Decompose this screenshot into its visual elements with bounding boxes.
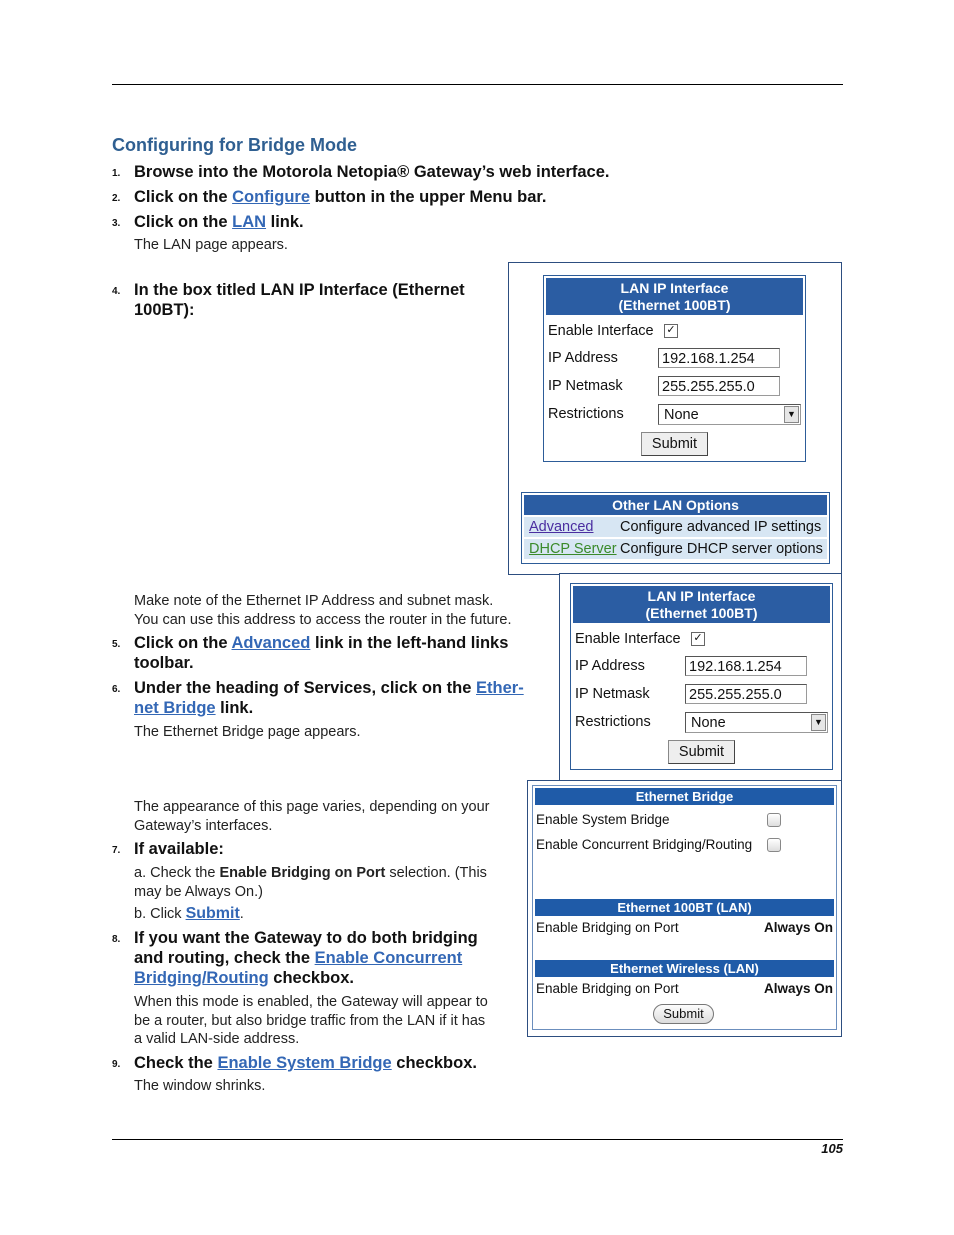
lan-bridging-label: Enable Bridging on Port	[536, 920, 679, 935]
other-lan-row-advanced	[524, 517, 827, 537]
enable-interface-checkbox[interactable]: ✓	[691, 632, 705, 646]
ethernet-bridge-link-cont[interactable]: net Bridge	[134, 699, 216, 717]
submit-button[interactable]: Submit	[641, 432, 708, 456]
dhcp-description: Configure DHCP server options	[620, 541, 823, 557]
enable-system-bridge-label: Enable System Bridge	[536, 812, 670, 827]
ip-address-label: IP Address	[548, 350, 618, 366]
other-lan-row-dhcp	[524, 539, 827, 559]
substep-b: b. Click Submit.	[134, 905, 244, 922]
ip-netmask-label: IP Netmask	[548, 378, 623, 394]
ip-netmask-field[interactable]: 255.255.255.0	[658, 376, 780, 396]
restrictions-label: Restrictions	[575, 714, 651, 730]
chevron-down-icon[interactable]: ▼	[811, 714, 826, 731]
ip-address-field[interactable]: 192.168.1.254	[658, 348, 780, 368]
other-lan-options-panel	[521, 492, 830, 564]
advanced-step-link[interactable]: Advanced	[231, 634, 311, 652]
ethernet-bridge-header: Ethernet Bridge	[535, 788, 834, 805]
section-title: Configuring for Bridge Mode	[112, 135, 357, 155]
submit-button[interactable]: Submit	[668, 740, 735, 764]
wireless-bridging-value: Always On	[764, 981, 834, 996]
ip-address-label: IP Address	[575, 658, 645, 674]
top-rule	[112, 84, 843, 85]
enable-system-bridge-link[interactable]: Enable System Bridge	[217, 1054, 392, 1072]
enable-interface-label: Enable Interface	[575, 631, 681, 647]
lan-ip-panel-2-header: LAN IP Interface (Ethernet 100BT)	[573, 586, 830, 623]
ethernet-wireless-header: Ethernet Wireless (LAN)	[535, 960, 834, 977]
submit-link[interactable]: Submit	[185, 905, 240, 922]
note-shrinks: The window shrinks.	[134, 1078, 266, 1094]
lan-ip-panel-2	[570, 583, 833, 770]
advanced-description: Configure advanced IP settings	[620, 519, 822, 535]
bridge-submit-button[interactable]: Submit	[653, 1004, 714, 1024]
dhcp-server-link[interactable]: DHCP Server	[529, 541, 617, 557]
lan-ip-panel-header: LAN IP Interface (Ethernet 100BT)	[546, 278, 803, 315]
enable-concurrent-link[interactable]: Enable Concurrent	[314, 949, 463, 967]
chevron-down-icon[interactable]: ▼	[784, 406, 799, 423]
lan-ip-panel	[543, 275, 806, 462]
ip-netmask-label: IP Netmask	[575, 686, 650, 702]
note-appearance: The appearance of this page varies, depending on your Gateway’s interfaces.	[134, 799, 490, 834]
configure-link[interactable]: Configure	[232, 188, 311, 206]
note-lan-appears: The LAN page appears.	[134, 237, 288, 253]
wireless-bridging-label: Enable Bridging on Port	[536, 981, 679, 996]
bottom-rule	[112, 1139, 843, 1140]
ip-address-field[interactable]: 192.168.1.254	[685, 656, 807, 676]
advanced-link[interactable]: Advanced	[529, 519, 594, 535]
ethernet-bridge-panel	[532, 785, 837, 1030]
enable-concurrent-checkbox[interactable]	[767, 838, 781, 852]
enable-interface-label: Enable Interface	[548, 323, 654, 339]
enable-system-bridge-checkbox[interactable]	[767, 813, 781, 827]
ethernet-100bt-header: Ethernet 100BT (LAN)	[535, 899, 834, 916]
lan-bridging-value: Always On	[764, 920, 834, 935]
page-number: 105	[821, 1141, 843, 1156]
enable-interface-checkbox[interactable]: ✓	[664, 324, 678, 338]
restrictions-label: Restrictions	[548, 406, 624, 422]
bridging-routing-link[interactable]: Bridging/Routing	[134, 969, 269, 987]
lan-link[interactable]: LAN	[232, 213, 267, 231]
restrictions-select[interactable]: None ▼	[685, 712, 828, 733]
enable-concurrent-label: Enable Concurrent Bridging/Routing	[536, 837, 753, 852]
restrictions-select[interactable]: None ▼	[658, 404, 801, 425]
ip-netmask-field[interactable]: 255.255.255.0	[685, 684, 807, 704]
note-bridge-appears: The Ethernet Bridge page appears.	[134, 724, 361, 740]
substep-a: a. Check the Enable Bridging on Port selection. (This may be Always On.)	[134, 865, 487, 900]
note-mode: When this mode is enabled, the Gateway will appear to be a router, but also bridge traffic from the LAN if it has a valid LAN-side address.	[134, 994, 488, 1047]
note-make-note: Make note of the Ethernet IP Address and subnet mask. You can use this address to access the router in the future.	[134, 593, 512, 628]
other-lan-options-header: Other LAN Options	[524, 495, 827, 515]
ethernet-bridge-link[interactable]: Ether-	[476, 679, 524, 697]
